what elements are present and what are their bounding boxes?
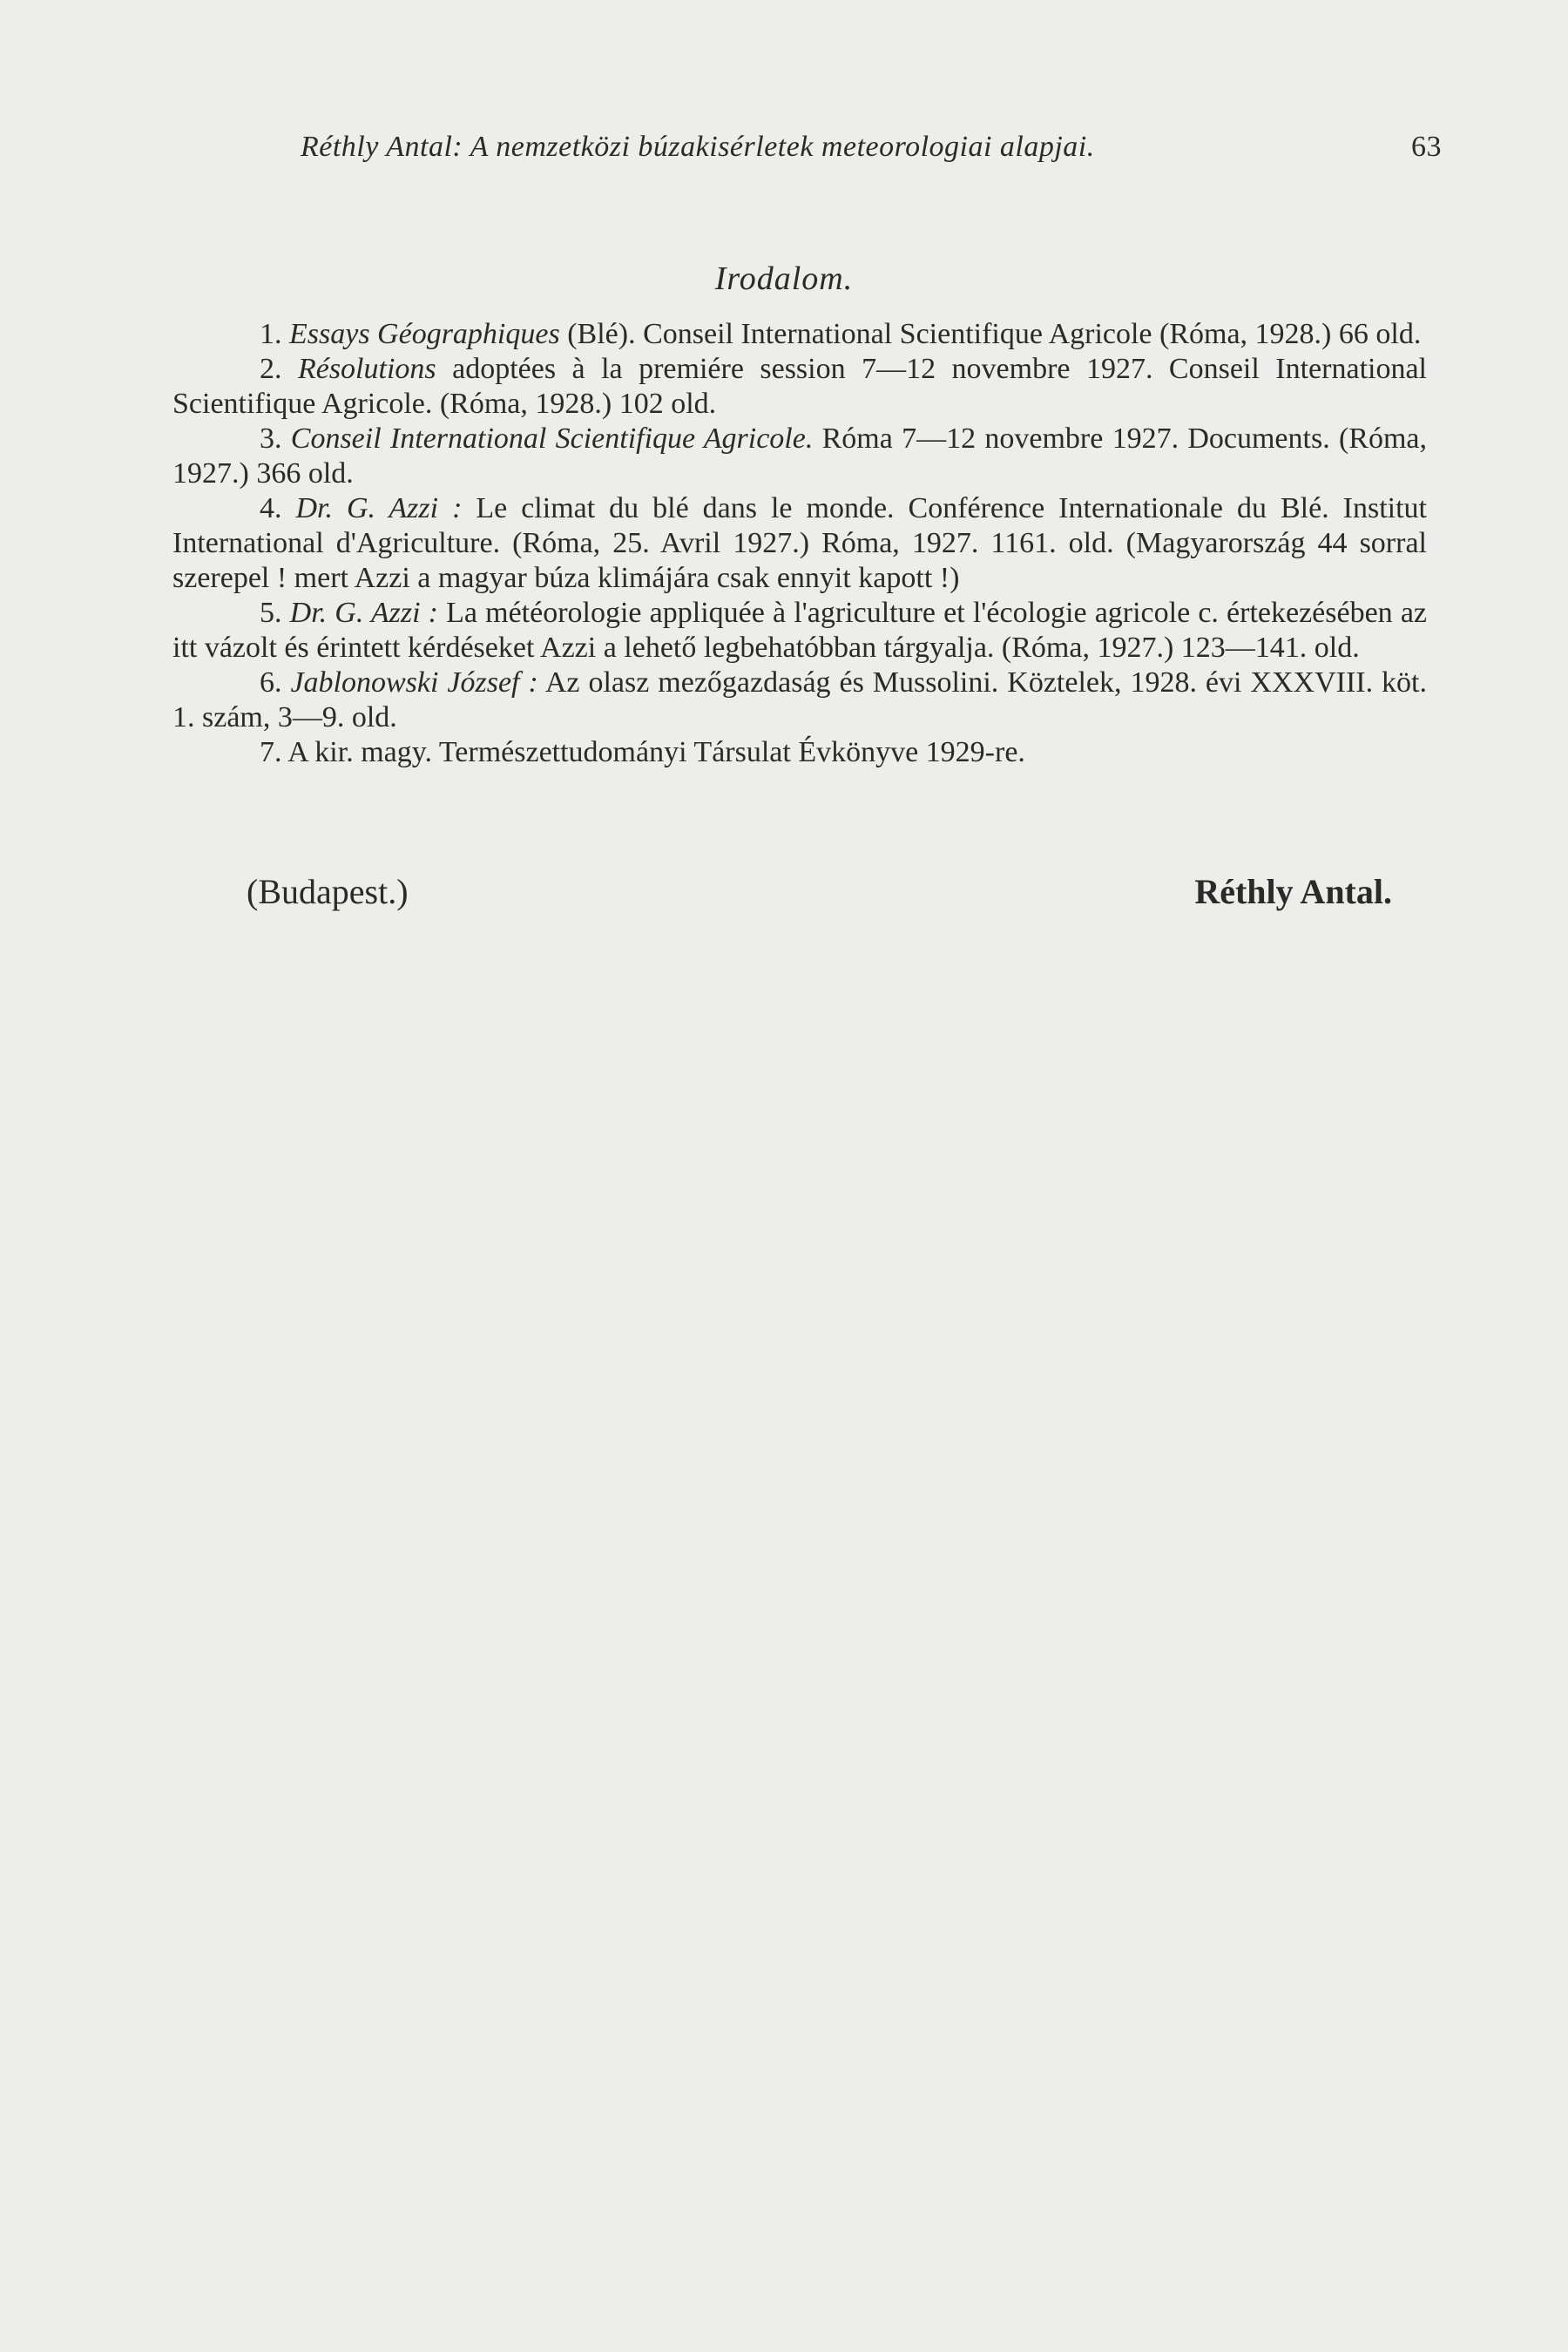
- reference-number: 4.: [260, 492, 282, 524]
- running-head-title: Réthly Antal: A nemzetközi búzakisérletek meteorologiai alapjai.: [301, 131, 1095, 163]
- reference-italic: Essays Géographiques: [289, 318, 560, 350]
- reference-number: 3.: [260, 422, 282, 455]
- reference-text: Róma 7—12 novembre 1927. Documents. (Róma, 1927.) 366 old.: [172, 422, 1428, 490]
- running-head: [301, 131, 1442, 164]
- reference-text: (Blé). Conseil International Scientifique Agricole (Róma, 1928.) 66 old.: [559, 318, 1422, 350]
- reference-italic: Dr. G. Azzi :: [295, 492, 463, 524]
- reference-number: 1.: [260, 318, 282, 350]
- reference-item: [172, 596, 1427, 666]
- reference-italic: Conseil International Scientifique Agricole.: [290, 422, 814, 455]
- reference-text: Le climat du blé dans le monde. Conférence Internationale du Blé. Institut International d'Agriculture. (Róma, 25. Avril 1927.) Róma, 1927. 1161. old. (Magyarország 44 sorral szerepel ! mert Azzi a magyar búza klimájára csak ennyit kapott !): [172, 492, 1427, 594]
- reference-list: [172, 317, 1427, 770]
- reference-number: 2.: [260, 353, 282, 385]
- reference-item: [172, 422, 1427, 491]
- reference-item: [172, 666, 1427, 735]
- reference-number: 5.: [260, 597, 282, 629]
- reference-item: [172, 317, 1427, 352]
- reference-item: [172, 352, 1427, 422]
- reference-item: [172, 735, 1427, 770]
- reference-number: 6.: [260, 666, 282, 699]
- reference-text: La météorologie appliquée à l'agriculture et l'écologie agricole c. értekezésében az itt vázolt és érintett kérdéseket Azzi a lehető legbehatóbban tárgyalja. (Róma, 1927.) 123—141. old.: [172, 597, 1427, 664]
- reference-item: [172, 491, 1427, 596]
- section-heading: Irodalom.: [714, 260, 854, 297]
- reference-italic: Résolutions: [297, 353, 436, 385]
- reference-italic: Dr. G. Azzi :: [289, 597, 439, 629]
- page-number: 63: [1411, 131, 1442, 163]
- reference-number: 7.: [260, 736, 282, 768]
- reference-text: Az olasz mezőgazdaság és Mussolini. Köztelek, 1928. évi XXXVIII. köt. 1. szám, 3—9. old.: [172, 666, 1428, 733]
- signoff-author: Réthly Antal.: [1194, 872, 1392, 911]
- reference-text: adoptées à la premiére session 7—12 novembre 1927. Conseil International Scientifique Agricole. (Róma, 1928.) 102 old.: [172, 353, 1427, 420]
- reference-italic: Jablonowski József :: [290, 666, 538, 699]
- reference-text: A kir. magy. Természettudományi Társulat Évkönyve 1929-re.: [287, 736, 1025, 768]
- signoff-place: (Budapest.): [247, 872, 409, 911]
